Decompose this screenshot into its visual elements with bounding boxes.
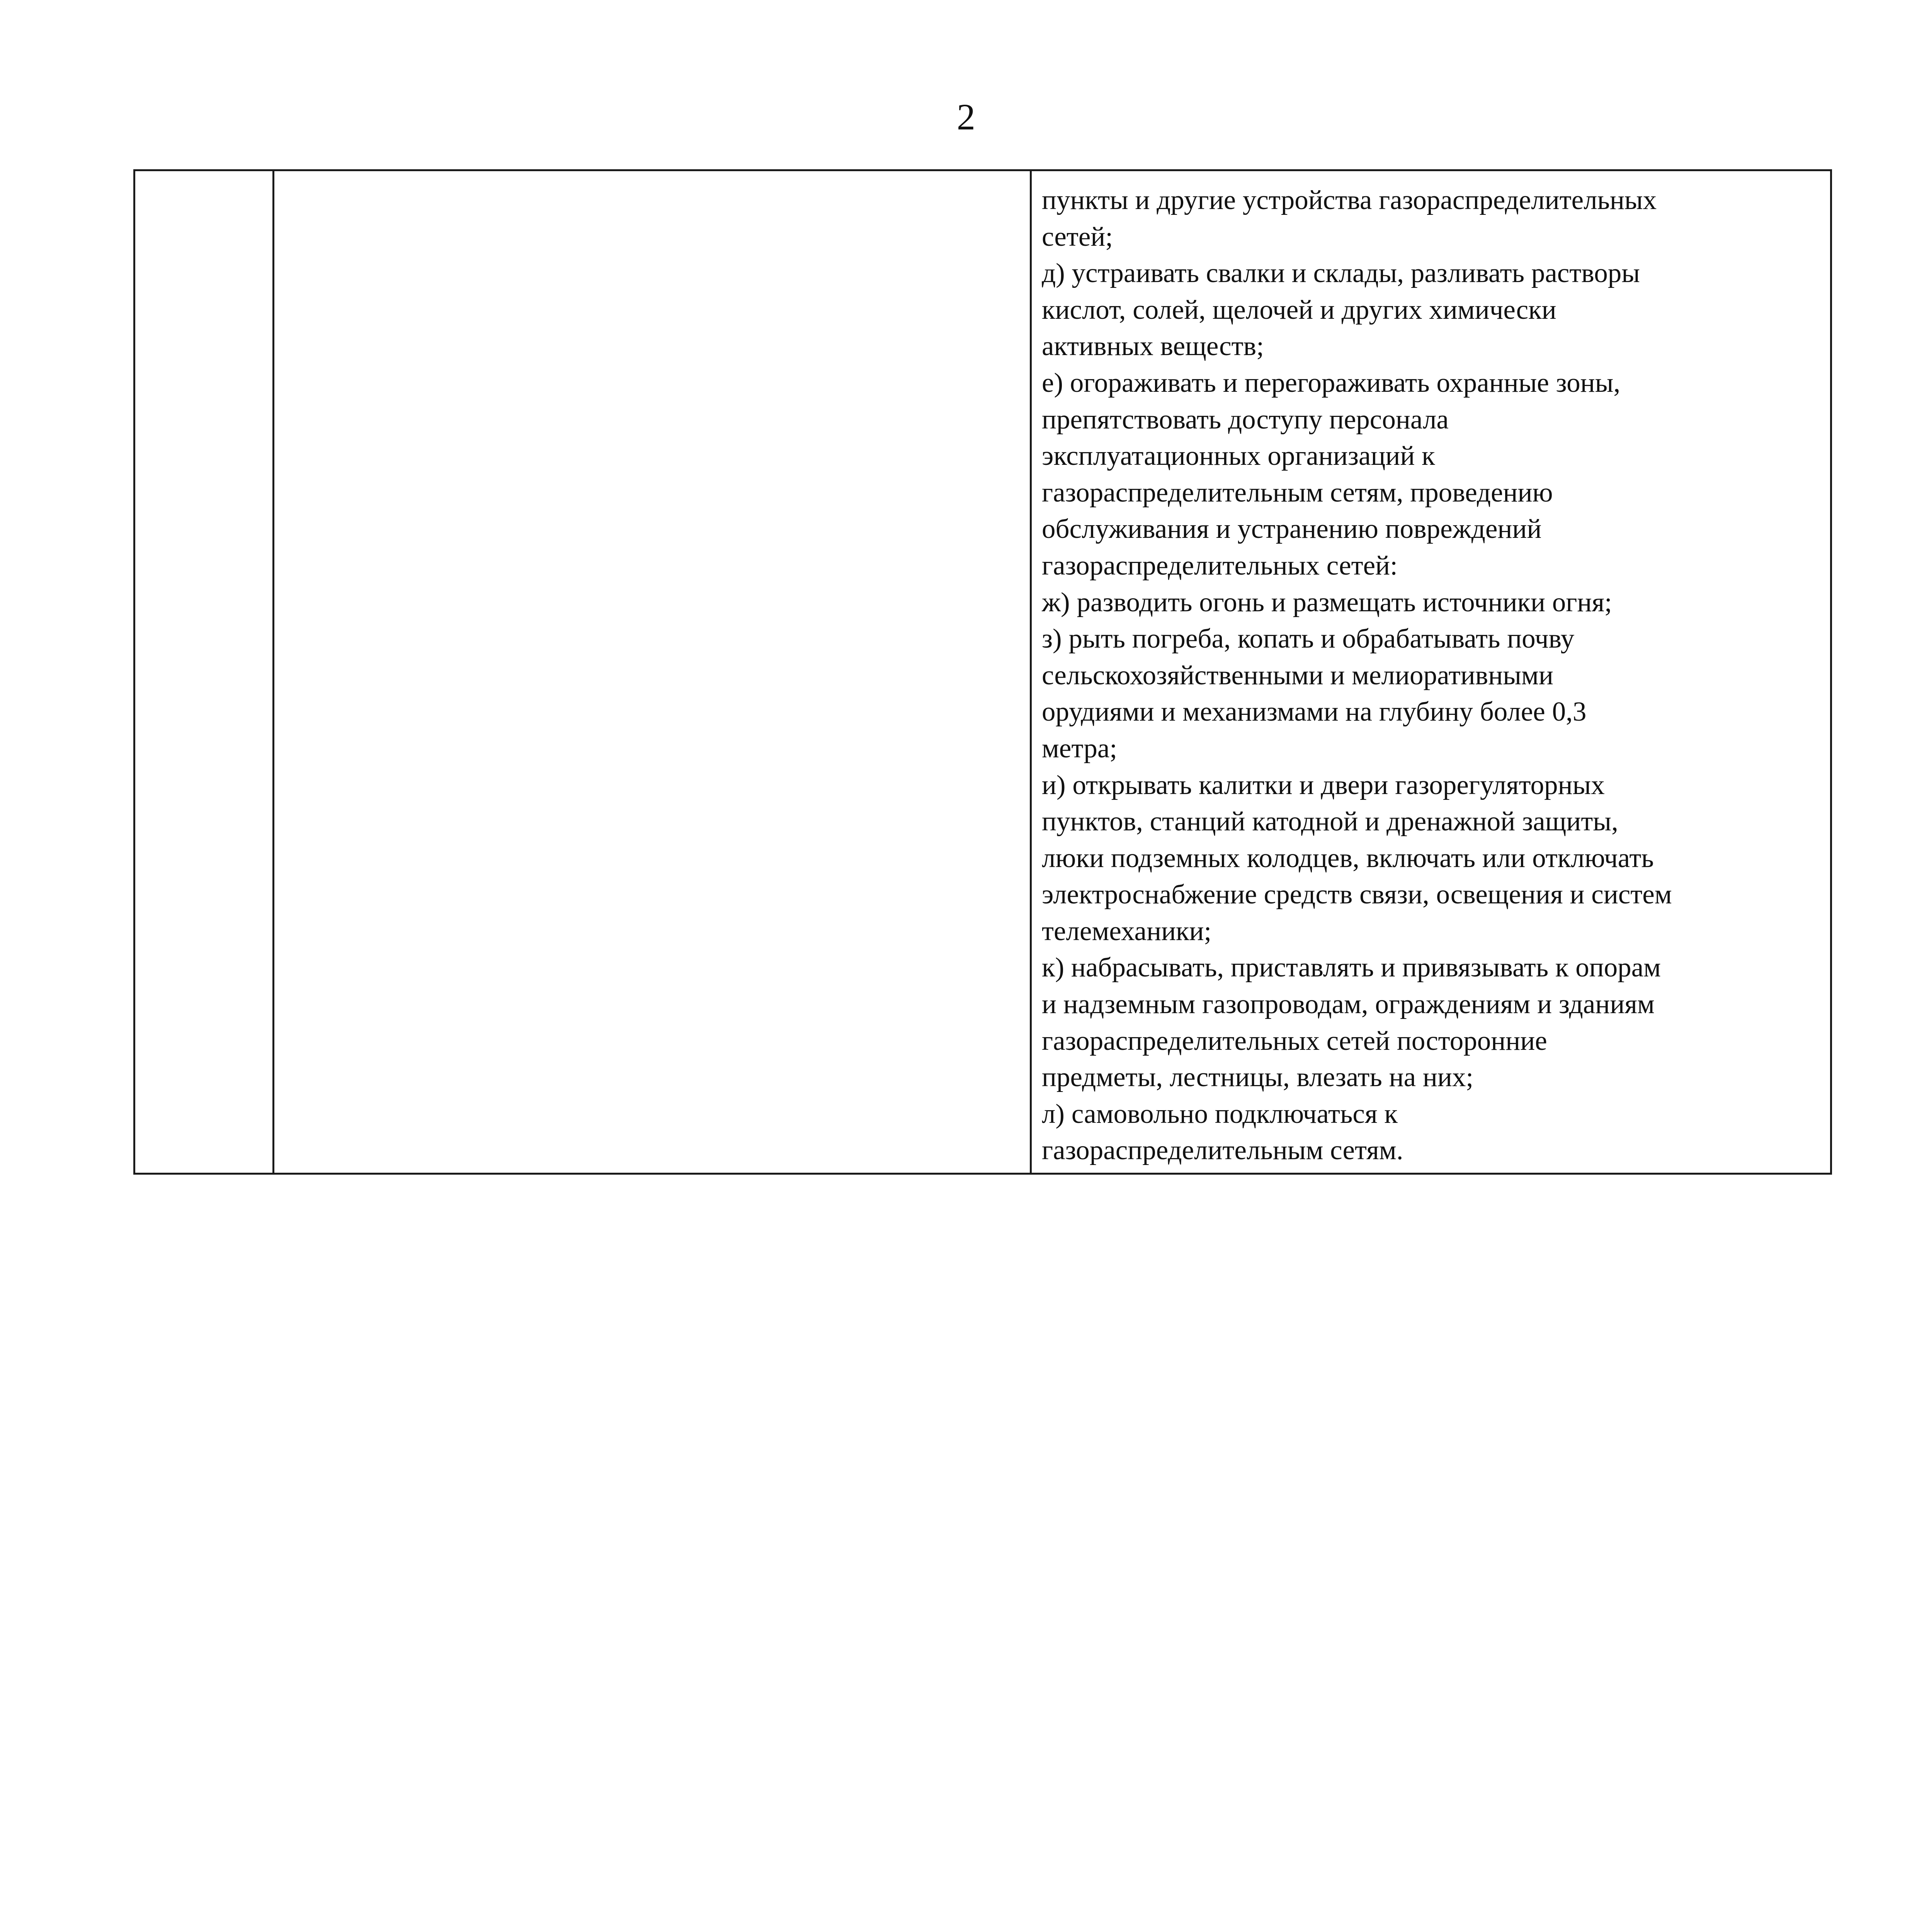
text-line: и) открывать калитки и двери газорегуляторных <box>1042 770 1605 800</box>
text-line: пункты и другие устройства газораспределительных <box>1042 185 1657 215</box>
text-line: е) огораживать и перегораживать охранные зоны, <box>1042 367 1621 398</box>
text-line: газораспределительным сетям, проведению <box>1042 477 1553 508</box>
text-line: эксплуатационных организаций к <box>1042 441 1435 471</box>
text-line: предметы, лестницы, влезать на них; <box>1042 1062 1474 1093</box>
text-line: газораспределительным сетям. <box>1042 1135 1403 1166</box>
text-line: з) рыть погреба, копать и обрабатывать почву <box>1042 624 1575 654</box>
text-line: телемеханики; <box>1042 916 1212 946</box>
text-line: сетей; <box>1042 221 1113 252</box>
text-line: орудиями и механизмами на глубину более 0,3 <box>1042 697 1587 727</box>
text-line: и надземным газопроводам, ограждениям и зданиям <box>1042 989 1655 1020</box>
text-line: сельскохозяйственными и мелиоративными <box>1042 660 1553 690</box>
text-line: л) самовольно подключаться к <box>1042 1099 1398 1129</box>
text-line: люки подземных колодцев, включать или отключать <box>1042 843 1654 873</box>
text-line: д) устраивать свалки и склады, разливать растворы <box>1042 258 1640 289</box>
text-line: препятствовать доступу персонала <box>1042 404 1449 435</box>
text-line: метра; <box>1042 733 1118 764</box>
document-table <box>133 169 1832 1175</box>
text-line: газораспределительных сетей: <box>1042 550 1398 581</box>
text-line: кислот, солей, щелочей и других химически <box>1042 294 1556 325</box>
table-cell-number <box>134 170 274 1174</box>
text-line: ж) разводить огонь и размещать источники огня; <box>1042 587 1612 617</box>
text-line: обслуживания и устранению повреждений <box>1042 514 1542 544</box>
text-line: пунктов, станций катодной и дренажной защиты, <box>1042 806 1618 837</box>
table-row <box>134 170 1831 1174</box>
text-line: активных веществ; <box>1042 331 1264 362</box>
text-line: к) набрасывать, приставлять и привязывать к опорам <box>1042 952 1661 983</box>
table-cell-restrictions <box>1031 170 1831 1174</box>
table-cell-name <box>274 170 1031 1174</box>
text-line: газораспределительных сетей посторонние <box>1042 1026 1547 1056</box>
page-number: 2 <box>957 96 975 138</box>
text-line: электроснабжение средств связи, освещения и систем <box>1042 879 1672 910</box>
